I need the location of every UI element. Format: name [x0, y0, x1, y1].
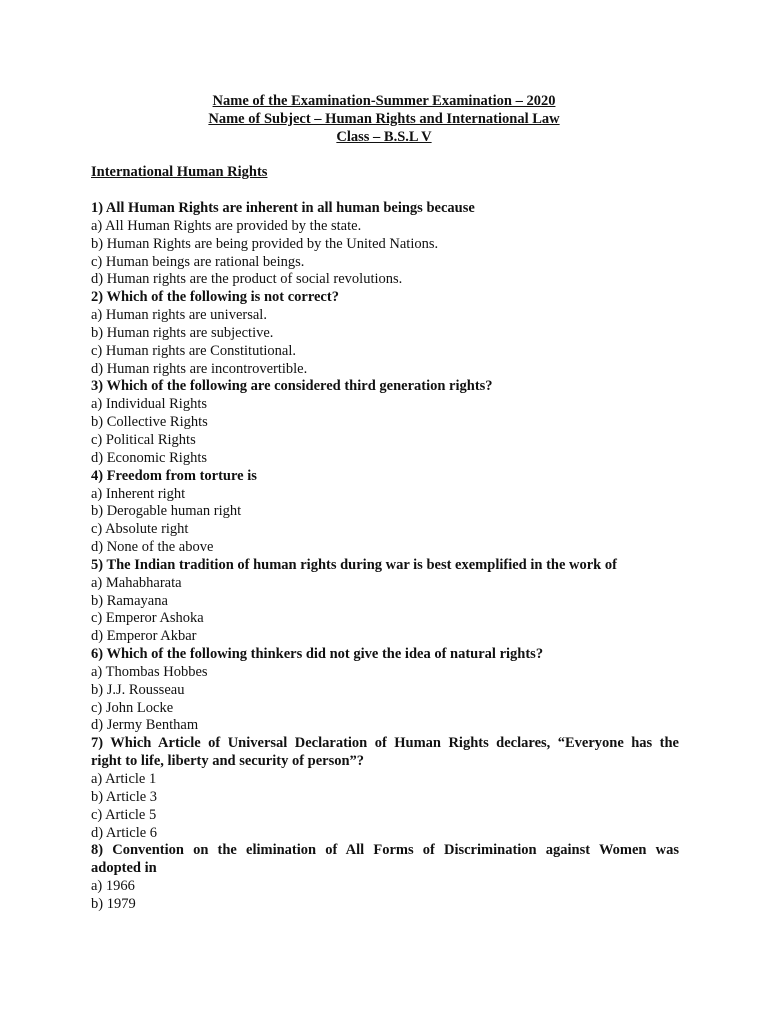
option-d: d) Economic Rights: [91, 449, 207, 466]
option-c: c) Article 5: [91, 806, 157, 823]
question-list: [91, 200, 679, 914]
question-block: [91, 735, 679, 842]
question-block: [91, 646, 679, 735]
option-b: b) Human rights are subjective.: [91, 324, 274, 341]
question-text-line-1: 7) Which Article of Universal Declaration of Human Rights declares, “Everyone has the: [91, 735, 679, 752]
question-block: [91, 289, 679, 378]
question-text: 3) Which of the following are considered third generation rights?: [91, 378, 493, 395]
question-text: 4) Freedom from torture is: [91, 467, 257, 484]
option-a: a) Human rights are universal.: [91, 307, 267, 324]
option-b: b) Derogable human right: [91, 503, 242, 520]
option-a: a) Mahabharata: [91, 574, 182, 591]
question-text: 2) Which of the following is not correct?: [91, 289, 339, 306]
option-b: b) Collective Rights: [91, 414, 208, 431]
option-a: a) All Human Rights are provided by the state.: [91, 217, 362, 234]
class-name: Class – B.S.L V: [336, 129, 432, 145]
question-block: [91, 557, 679, 646]
option-a: a) Thombas Hobbes: [91, 663, 208, 680]
option-c: c) Emperor Ashoka: [91, 610, 204, 627]
question-text-line-1: 8) Convention on the elimination of All Forms of Discrimination against Women was: [91, 842, 679, 859]
option-a: a) Individual Rights: [91, 396, 207, 413]
option-a: a) Article 1: [91, 771, 157, 787]
option-b: b) Article 3: [91, 788, 158, 805]
option-c: c) Human rights are Constitutional.: [91, 342, 296, 359]
option-b: b) Human Rights are being provided by the United Nations.: [91, 235, 439, 252]
option-b: b) 1979: [91, 895, 136, 912]
option-c: c) Political Rights: [91, 431, 196, 448]
option-d: d) None of the above: [91, 539, 214, 556]
option-d: d) Human rights are the product of social revolutions.: [91, 271, 403, 288]
option-c: c) Absolute right: [91, 521, 189, 538]
question-block: [91, 468, 679, 557]
option-c: c) John Locke: [91, 699, 174, 716]
question-text: 6) Which of the following thinkers did not give the idea of natural rights?: [91, 646, 544, 663]
question-block: [91, 200, 679, 289]
option-a: a) 1966: [91, 878, 135, 895]
exam-header: [0, 92, 768, 146]
option-d: d) Emperor Akbar: [91, 628, 197, 645]
option-b: b) J.J. Rousseau: [91, 681, 185, 698]
question-text: 1) All Human Rights are inherent in all human beings because: [91, 200, 475, 216]
option-d: d) Human rights are incontrovertible.: [91, 360, 308, 377]
option-c: c) Human beings are rational beings.: [91, 253, 305, 270]
question-text-line-2: right to life, liberty and security of person”?: [91, 753, 365, 770]
section-title: International Human Rights: [91, 164, 268, 180]
question-text-line-2: adopted in: [91, 860, 157, 877]
question-text: 5) The Indian tradition of human rights during war is best exemplified in the work of: [91, 556, 617, 573]
option-a: a) Inherent right: [91, 485, 186, 502]
question-block: [91, 378, 679, 467]
subject-name: Name of Subject – Human Rights and International Law: [208, 111, 560, 127]
exam-name: Name of the Examination-Summer Examination – 2020: [212, 93, 556, 109]
option-d: d) Article 6: [91, 824, 158, 841]
option-b: b) Ramayana: [91, 592, 168, 609]
option-d: d) Jermy Bentham: [91, 717, 199, 734]
question-block: [91, 842, 679, 913]
